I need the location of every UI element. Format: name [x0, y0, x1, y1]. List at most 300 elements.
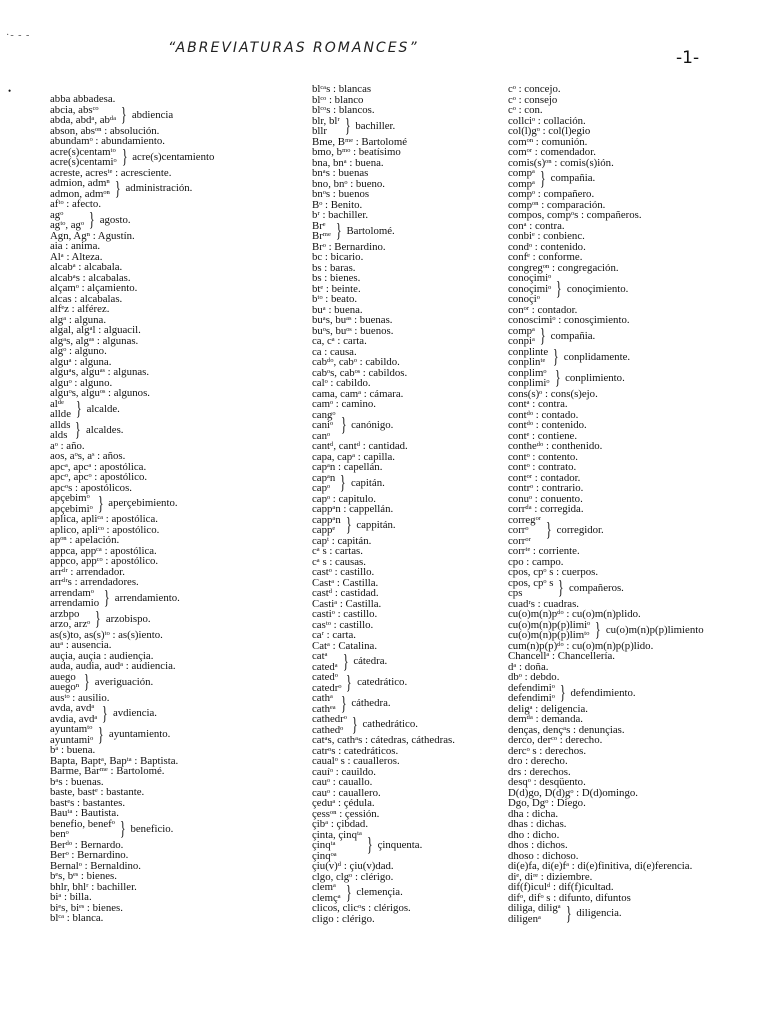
abbreviation-group	[312, 830, 512, 862]
abbreviation-variant: corrᵒʳ	[508, 534, 531, 547]
abbreviation-entry: biᵉs, biᵉˢ : bienes.	[50, 901, 123, 914]
abbreviation-entry: contᵈᵒ : contado.	[508, 408, 579, 421]
abbreviation-variant: admion, admⁿ	[50, 177, 110, 189]
abbreviation-entry: buᵃs, buᵃˢ : buenas.	[312, 314, 393, 326]
page-number: -1-	[676, 48, 700, 68]
abbreviation-meaning: alcaldes.	[86, 423, 124, 436]
abbreviation-meaning: cátedra.	[353, 655, 388, 668]
abbreviation-variant: clemçᵃ	[312, 891, 341, 904]
abbreviation-group	[50, 210, 300, 231]
abbreviation-entry: buᵒs, buᵒˢ : buenos.	[312, 324, 394, 337]
abbreviation-entry: arrᵈʳs : arrendadores.	[50, 576, 139, 588]
abbreviation-entry: compᵒⁿ : comparación.	[508, 198, 606, 211]
abbreviation-variant: ayuntamiᵒ	[50, 733, 94, 746]
abbreviation-variant: canᵒ	[312, 429, 331, 442]
abbreviation-entry: cᵒ : concejo.	[508, 83, 561, 95]
abbreviation-variant: conoçimiᵒ	[508, 282, 552, 295]
abbreviation-variant: conpiᵃ	[508, 335, 535, 347]
abbreviation-variant: apçebimiᵒ	[50, 502, 93, 515]
abbreviation-entry: abson, absᵒⁿ : absolución.	[50, 124, 160, 137]
brace-icon: }	[351, 713, 358, 736]
abbreviation-group	[508, 515, 763, 547]
abbreviation-entry: Castiᵃ : Castilla.	[312, 597, 382, 610]
abbreviation-entry: biᵃ : billa.	[50, 891, 92, 903]
abbreviation-entry: contᵉ : contiene.	[508, 429, 578, 442]
abbreviation-entry: corrᵈᵃ : corregida.	[508, 503, 584, 515]
abbreviation-meaning: ayuntamiento.	[108, 728, 171, 741]
abbreviation-entry: alcabᵃ : alcabala.	[50, 261, 123, 273]
abbreviation-entry: cauᵒ : cauallero.	[312, 786, 381, 799]
abbreviation-entry: Alᵃ : Alteza.	[50, 250, 103, 263]
abbreviation-variant: conplimᵒ	[508, 366, 547, 379]
abbreviation-meaning: arrendamiento.	[114, 591, 180, 604]
brace-icon: }	[335, 220, 342, 242]
abbreviation-meaning: Bartolomé.	[346, 224, 395, 237]
abbreviation-entry: bᵗᵒ : beato.	[312, 293, 358, 305]
abbreviation-variant: abcia, absᶜᵒ	[50, 103, 99, 116]
abbreviation-entry: col(l)gᵒ : col(l)egio	[508, 125, 591, 137]
abbreviation-variant: abda, abdᵃ, abᵈᵃ	[50, 114, 117, 126]
abbreviation-entry: çibᵃ : çibdad.	[312, 818, 369, 830]
abbreviation-entry: buᵃ : buena.	[312, 303, 363, 316]
abbreviation-entry: comᵒⁿ : comunión.	[508, 135, 588, 148]
abbreviation-entry: appca, appᶜᵃ : apostólica.	[50, 544, 157, 557]
abbreviation-group	[50, 672, 300, 693]
abbreviation-entry: bʳ : bachiller.	[312, 209, 369, 221]
brace-icon: }	[114, 177, 121, 200]
abbreviation-entry: bhlr, bhlʳ : bachiller.	[50, 880, 137, 893]
brace-icon: }	[565, 902, 572, 925]
abbreviation-entry: cᵃ s : causas.	[312, 555, 366, 568]
brace-icon: }	[340, 692, 347, 715]
abbreviation-group	[508, 347, 763, 368]
abbreviation-entry: dho : dicho.	[508, 828, 560, 841]
abbreviation-meaning: clemençia.	[356, 886, 403, 899]
abbreviation-meaning: averiguación.	[94, 675, 154, 688]
abbreviation-entry: dbᵒ : debdo.	[508, 671, 560, 683]
abbreviation-entry: cuadʳs : cuadras.	[508, 597, 579, 610]
abbreviation-variant: çinqᵗᵃ	[312, 839, 336, 851]
abbreviation-entry: contᵃ : contra.	[508, 398, 568, 410]
abbreviation-group	[312, 672, 512, 693]
abbreviation-entry: alguᵃ : alguna.	[50, 355, 112, 368]
abbreviation-meaning: abdiencia	[131, 108, 174, 121]
abbreviation-entry: algᵃ : alguna.	[50, 313, 107, 326]
abbreviation-variant: corrᵒ	[508, 524, 529, 536]
brace-icon: }	[75, 398, 82, 420]
abbreviation-entry: comis(s)ᵒⁿ : comis(s)ión.	[508, 156, 614, 169]
abbreviation-meaning: cáthedra.	[351, 697, 391, 710]
abbreviation-variant: conoçimiᵒ	[508, 272, 552, 284]
abbreviation-variant: auegoⁿ	[50, 681, 80, 693]
abbreviation-entry: caualᵒ s : caualleros.	[312, 755, 400, 767]
abbreviation-variant: admon, admᵒⁿ	[50, 187, 110, 200]
abbreviation-group	[508, 620, 763, 641]
abbreviation-entry: dro : derecho.	[508, 755, 568, 767]
abbreviation-entry: apcᵒ, apcᵒ : apostólico.	[50, 471, 148, 483]
abbreviation-variant: avdia, avdᵃ	[50, 712, 98, 725]
abbreviation-entry: cama, camᵃ : cámara.	[312, 387, 404, 400]
abbreviation-entry: clicos, clicᵒs : clérigos.	[312, 902, 411, 914]
abbreviation-entry: dhos : dichos.	[508, 839, 568, 851]
abbreviation-meaning: acre(s)centamiento	[132, 150, 215, 163]
abbreviation-group	[50, 819, 300, 840]
abbreviation-meaning: diligencia.	[576, 907, 622, 920]
brace-icon: }	[121, 104, 127, 126]
abbreviation-group	[312, 473, 512, 494]
abbreviation-entry: alguᵒ : alguno.	[50, 376, 113, 389]
abbreviation-entry: dha : dicha.	[508, 807, 559, 820]
abbreviation-group	[508, 273, 763, 305]
abbreviation-variant: caniᵒ	[312, 419, 334, 431]
brace-icon: }	[559, 682, 566, 704]
abbreviation-group	[50, 178, 300, 199]
abbreviation-entry: cᵒ : consejo	[508, 93, 558, 106]
column-3	[508, 84, 763, 924]
abbreviation-group	[50, 588, 300, 609]
abbreviation-entry: alguᵃs, alguᵃˢ : algunas.	[50, 366, 150, 378]
brace-icon: }	[545, 519, 552, 542]
abbreviation-variant: blr, blʳ	[312, 114, 340, 127]
abbreviation-entry: apcᵒs : apostólicos.	[50, 481, 132, 494]
abbreviation-entry: bnᵒs : buenos	[312, 188, 370, 200]
abbreviation-group	[312, 221, 512, 242]
abbreviation-meaning: corregidor.	[556, 524, 604, 536]
abbreviation-variant: cps	[508, 587, 523, 599]
abbreviation-group	[508, 578, 763, 599]
abbreviation-variant: catᵃ	[312, 650, 328, 662]
abbreviation-group	[312, 693, 512, 714]
abbreviation-entry: blᶜᵒ : blanco	[312, 93, 364, 106]
abbreviation-entry: Castᵃ : Castilla.	[312, 576, 379, 589]
abbreviation-entry: catᵃs, cathᵃs : cátedras, cáthedras.	[312, 734, 455, 746]
abbreviation-meaning: avdiencia.	[112, 707, 158, 720]
brace-icon: }	[345, 881, 352, 904]
abbreviation-group	[50, 724, 300, 745]
abbreviation-entry: Bme, Bᵐᵉ : Bartolomé	[312, 135, 408, 148]
abbreviation-meaning: compañia.	[550, 172, 596, 185]
abbreviation-variant: auego	[50, 670, 76, 683]
abbreviation-entry: abba abbadesa.	[50, 93, 116, 105]
abbreviation-entry: conᵃ : contra.	[508, 219, 565, 232]
abbreviation-entry: Chancellᵃ : Chancellería.	[508, 650, 615, 662]
abbreviation-entry: derco, derᶜᵒ : derecho.	[508, 734, 603, 746]
abbreviation-entry: btᵉ : beinte.	[312, 282, 361, 295]
abbreviation-meaning: cathedrático.	[362, 718, 418, 731]
abbreviation-entry: conbiᵉ : conbienc.	[508, 230, 585, 242]
abbreviation-group	[50, 105, 300, 126]
abbreviation-entry: contᵒ : contento.	[508, 450, 578, 463]
abbreviation-variant: cappᵉ	[312, 524, 336, 536]
abbreviation-entry: caʳ : carta.	[312, 629, 356, 641]
abbreviation-entry: blᶜᵃs : blancas	[312, 83, 372, 95]
abbreviation-variant: agᵗᵒ, agᵒ	[50, 219, 85, 231]
abbreviation-entry: compos, compᵒs : compañeros.	[508, 209, 642, 221]
margin-bullet: •	[8, 86, 12, 96]
abbreviation-meaning: conplimiento.	[565, 371, 625, 384]
brace-icon: }	[345, 514, 352, 536]
abbreviation-group	[50, 703, 300, 724]
brace-icon: }	[344, 115, 351, 137]
brace-icon: }	[595, 619, 601, 641]
abbreviation-entry: algᵃs, algᵃˢ : algunas.	[50, 334, 139, 347]
abbreviation-entry: aᵒ : año.	[50, 439, 85, 452]
brace-icon: }	[95, 608, 101, 630]
abbreviation-entry: conuᵒ : conuento.	[508, 492, 583, 505]
abbreviation-entry: demᵈᵃ : demanda.	[508, 713, 583, 725]
abbreviation-entry: apᵒⁿ : apelación.	[50, 534, 120, 546]
abbreviation-variant: arzbpo	[50, 607, 80, 620]
abbreviation-entry: diᵉ, diʳᵉ : diziembre.	[508, 870, 593, 883]
abbreviation-entry: congregᵒⁿ : congregación.	[508, 261, 619, 274]
abbreviation-variant: defendimiᵒ	[508, 692, 555, 704]
abbreviation-variant: ayuntamᵗᵒ	[50, 723, 93, 735]
abbreviation-variant: cathedᵒ	[312, 723, 344, 736]
abbreviation-entry: compᵒ : compañero.	[508, 188, 595, 200]
abbreviation-entry: algal, algᵃl : alguacil.	[50, 324, 141, 336]
abbreviation-variant: cangᵒ	[312, 408, 336, 421]
abbreviation-entry: alcabᵃs : alcabalas.	[50, 271, 131, 284]
abbreviation-entry: bno, bnᵒ : bueno.	[312, 177, 385, 190]
abbreviation-group	[50, 147, 300, 168]
abbreviation-variant: cathedrᵒ	[312, 713, 347, 725]
abbreviation-meaning: canónigo.	[351, 419, 394, 431]
abbreviation-entry: capᵃn : capellán.	[312, 461, 383, 473]
abbreviation-variant: allde	[50, 408, 71, 420]
abbreviation-variant: compᵃ	[508, 324, 535, 337]
abbreviation-variant: cappᵃn	[312, 513, 341, 526]
abbreviation-variant: alds	[50, 429, 68, 441]
abbreviation-meaning: arzobispo.	[105, 612, 151, 625]
abbreviation-entry: auᵃ : ausencia.	[50, 639, 112, 651]
abbreviation-group	[312, 410, 512, 442]
abbreviation-entry: comᵒʳ : comendador.	[508, 146, 596, 158]
abbreviation-group	[508, 326, 763, 347]
abbreviation-variant: agᵒ	[50, 208, 64, 221]
abbreviation-entry: alçamᵒ : alçamiento.	[50, 282, 138, 294]
abbreviation-group	[312, 116, 512, 137]
brace-icon: }	[346, 671, 353, 694]
abbreviation-entry: alcas : alcabalas.	[50, 292, 123, 305]
abbreviation-entry: çiu(v)ᵈ : çiu(v)dad.	[312, 860, 394, 872]
abbreviation-variant: conplinte	[508, 345, 549, 358]
abbreviation-entry: casᵗᵒ : castillo.	[312, 618, 374, 631]
abbreviation-meaning: aperçebimiento.	[108, 497, 178, 510]
abbreviation-entry: aia : anima.	[50, 240, 101, 252]
abbreviation-group	[50, 399, 300, 420]
abbreviation-entry: cum(n)p(p)ᵈᵒ : cu(o)m(n)p(p)lido.	[508, 639, 654, 652]
abbreviation-entry: alguᵒs, alguᵒˢ : algunos.	[50, 387, 150, 399]
abbreviation-variant: çinqᵒᵃ	[312, 849, 337, 862]
abbreviation-group	[312, 515, 512, 536]
abbreviation-variant: capᵃn	[312, 471, 336, 484]
column-1	[50, 94, 300, 924]
abbreviation-variant: Brᵉ	[312, 219, 326, 232]
abbreviation-entry: capᵗ : capitán.	[312, 534, 372, 547]
abbreviation-entry: çeduᵃ : çédula.	[312, 797, 375, 809]
abbreviation-group	[312, 714, 512, 735]
abbreviation-variant: cu(o)m(n)p(p)limiᵒ	[508, 618, 591, 631]
abbreviation-entry: bs : baras.	[312, 261, 356, 274]
brace-icon: }	[104, 587, 110, 609]
abbreviation-entry: contᵒ : contrato.	[508, 461, 577, 473]
column-2	[312, 84, 512, 924]
abbreviation-variant: benefio, benefᵒ	[50, 817, 115, 830]
abbreviation-entry: cappᵃn : cappellán.	[312, 503, 394, 515]
abbreviation-entry: Berᵒ : Bernardino.	[50, 849, 129, 861]
abbreviation-variant: apçebimᵒ	[50, 492, 90, 504]
abbreviation-variant: arrendamio	[50, 597, 100, 609]
abbreviation-entry: calᵒ : cabildo.	[312, 377, 371, 389]
brace-icon: }	[556, 277, 562, 300]
abbreviation-entry: castᵈ : castidad.	[312, 587, 379, 599]
abbreviation-variant: cathᵃ	[312, 692, 333, 704]
abbreviation-group	[312, 882, 512, 903]
abbreviation-entry: confᵉ : conforme.	[508, 251, 583, 263]
abbreviation-entry: auçia, auçia : audiençia.	[50, 649, 154, 662]
abbreviation-entry: cligo : clérigo.	[312, 912, 375, 925]
abbreviation-entry: dhoso : dichoso.	[508, 849, 579, 862]
abbreviation-group	[50, 420, 300, 441]
abbreviation-entry: collciᵒ : collación.	[508, 114, 586, 127]
abbreviation-entry: blᶜᵃ : blanca.	[50, 912, 104, 924]
abbreviation-entry: capa, capᵃ : capilla.	[312, 450, 395, 463]
abbreviation-entry: difᵒ, difᵒ s : difunto, difuntos	[508, 891, 631, 904]
abbreviation-entry: contrᵒ : contrario.	[508, 482, 584, 494]
abbreviation-entry: denças, dençᵃs : denunçias.	[508, 723, 625, 736]
abbreviation-group	[508, 683, 763, 704]
abbreviation-entry: conᵒʳ : contador.	[508, 303, 578, 316]
abbreviation-variant: acre(s)centamᵗᵒ	[50, 145, 116, 158]
abbreviation-meaning: alcalde.	[86, 402, 120, 415]
abbreviation-variant: cu(o)m(n)p(p)limᵗᵒ	[508, 629, 590, 641]
abbreviation-variant: conplimiᵒ	[508, 377, 550, 389]
abbreviation-entry: cpo : campo.	[508, 555, 564, 568]
abbreviation-variant: benᵒ	[50, 828, 69, 840]
abbreviation-entry: appco, appᶜᵒ : apostólico.	[50, 555, 159, 567]
abbreviation-entry: conoscimiᵒ : conosçimiento.	[508, 314, 630, 326]
abbreviation-meaning: cu(o)m(n)p(p)limiento	[605, 623, 704, 636]
abbreviation-entry: Agn, Agⁿ : Agustín.	[50, 229, 135, 242]
brace-icon: }	[98, 723, 104, 746]
abbreviation-entry: cᵃ s : cartas.	[312, 545, 363, 557]
abbreviation-entry: dhas : dichas.	[508, 818, 567, 830]
abbreviation-entry: bmo, bᵐᵒ : beatísimo	[312, 146, 401, 158]
abbreviation-variant: defendimiᵒ	[508, 681, 555, 694]
abbreviation-entry: castiᵒ : castillo.	[312, 608, 378, 620]
abbreviation-entry: aplico, apliᶜᵒ : apostólico.	[50, 523, 160, 536]
abbreviation-variant: cathᵉᵃ	[312, 702, 336, 715]
abbreviation-entry: dif(f)iculᵈ : dif(f)icultad.	[508, 881, 614, 893]
abbreviation-entry: cᵒ : con.	[508, 104, 543, 116]
abbreviation-meaning: çinquenta.	[377, 839, 423, 851]
abbreviation-entry: contheᵈᵒ : conthenido.	[508, 440, 603, 452]
abbreviation-entry: ca : causa.	[312, 345, 357, 358]
brace-icon: }	[119, 818, 126, 840]
abbreviation-group	[50, 609, 300, 630]
abbreviation-variant: alᵈᵉ	[50, 397, 64, 410]
abbreviation-entry: drs : derechos.	[508, 765, 571, 778]
abbreviation-entry: alfᵉz : alférez.	[50, 303, 110, 315]
abbreviation-entry: cu(o)m(n)pᵈᵒ : cu(o)m(n)plido.	[508, 608, 641, 620]
brace-icon: }	[89, 209, 95, 231]
abbreviation-group	[312, 651, 512, 672]
brace-icon: }	[102, 702, 109, 725]
abbreviation-entry: afᵗᵒ : afecto.	[50, 198, 102, 210]
abbreviation-group	[508, 368, 763, 389]
abbreviation-entry: blᶜᵒs : blancos.	[312, 104, 375, 116]
scan-mark: ·- - -	[6, 30, 31, 41]
abbreviation-meaning: compañeros.	[569, 581, 624, 594]
abbreviation-entry: ausᵗᵒ : ausilio.	[50, 691, 110, 704]
abbreviation-entry: contᵈᵒ : contenido.	[508, 419, 587, 431]
abbreviation-group	[508, 168, 763, 189]
abbreviation-entry: Bauᵗᵃ : Bautista.	[50, 807, 119, 819]
abbreviation-meaning: conoçimiento.	[566, 282, 629, 295]
abbreviation-entry: as(s)to, as(s)ᵗᵒ : as(s)iento.	[50, 628, 163, 641]
abbreviation-entry: aos, aᵒs, aˢ : años.	[50, 450, 126, 462]
abbreviation-variant: compᵃ	[508, 167, 535, 179]
abbreviation-entry: bᵃs : buenas.	[50, 775, 104, 788]
abbreviation-entry: Dgo, Dgᵒ : Diego.	[508, 797, 586, 809]
abbreviation-entry: bnᵃs : buenas	[312, 167, 369, 179]
abbreviation-entry: desqᵒ : desqüento.	[508, 776, 586, 788]
abbreviation-entry: cauíᵒ : cauildo.	[312, 765, 376, 778]
abbreviation-entry: abundamᵒ : abundamiento.	[50, 135, 165, 147]
abbreviation-entry: bc : bicario.	[312, 251, 364, 263]
brace-icon: }	[84, 671, 90, 693]
brace-icon: }	[554, 367, 561, 389]
abbreviation-entry: capᵒ : capitulo.	[312, 492, 376, 505]
abbreviation-variant: clemᵃ	[312, 881, 336, 893]
abbreviation-entry: auda, audia, audᵃ : audiencia.	[50, 660, 176, 672]
abbreviation-entry: dᵃ : doña.	[508, 660, 549, 673]
abbreviation-entry: Catᵃ : Catalina.	[312, 639, 378, 652]
abbreviation-meaning: bachiller.	[355, 119, 396, 132]
abbreviation-group	[50, 493, 300, 514]
brace-icon: }	[342, 650, 349, 673]
abbreviation-entry: ca, cᵃ : carta.	[312, 335, 367, 347]
brace-icon: }	[75, 419, 82, 441]
abbreviation-entry: bs : bienes.	[312, 272, 361, 284]
abbreviation-entry: aplica, apliᶜᵃ : apostólica.	[50, 513, 158, 525]
abbreviation-entry: dercᵒ s : derechos.	[508, 744, 587, 757]
abbreviation-entry: arrᵈʳ : arrendador.	[50, 565, 125, 578]
abbreviation-group	[508, 903, 763, 924]
abbreviation-variant: çinta, çinqᵗᵃ	[312, 828, 362, 841]
abbreviation-meaning: administración.	[125, 182, 193, 195]
abbreviation-meaning: conplidamente.	[563, 350, 631, 363]
abbreviation-meaning: capitán.	[350, 476, 385, 489]
abbreviation-entry: cantᵈ, cantᵈ : cantidad.	[312, 440, 408, 452]
abbreviation-entry: Bᵒ : Benito.	[312, 198, 363, 211]
abbreviation-variant: avda, avdᵃ	[50, 702, 95, 714]
page-title: “ABREVIATURAS ROMANCES”	[168, 40, 419, 56]
abbreviation-variant: bllr	[312, 125, 327, 137]
abbreviation-entry: cpos, cpᵒ s : cuerpos.	[508, 566, 599, 578]
abbreviation-variant: acre(s)centamiᵒ	[50, 156, 117, 168]
abbreviation-entry: çessᵒⁿ : çessión.	[312, 807, 380, 820]
abbreviation-variant: arrendamᵒ	[50, 586, 94, 599]
abbreviation-entry: cabᵈᵒ, cabᵒ : cabildo.	[312, 356, 400, 368]
abbreviation-entry: acreste, acresᵗᵉ : acresciente.	[50, 166, 172, 179]
abbreviation-variant: allds	[50, 418, 71, 431]
abbreviation-entry: di(e)fa, di(e)fᵃ : di(e)finitiva, di(e)ferencia.	[508, 860, 693, 872]
abbreviation-meaning: beneficio.	[130, 822, 174, 835]
abbreviation-meaning: agosto.	[99, 213, 131, 226]
abbreviation-variant: conplinᵗᵉ	[508, 356, 546, 368]
abbreviation-entry: bna, bnᵃ : buena.	[312, 156, 384, 169]
